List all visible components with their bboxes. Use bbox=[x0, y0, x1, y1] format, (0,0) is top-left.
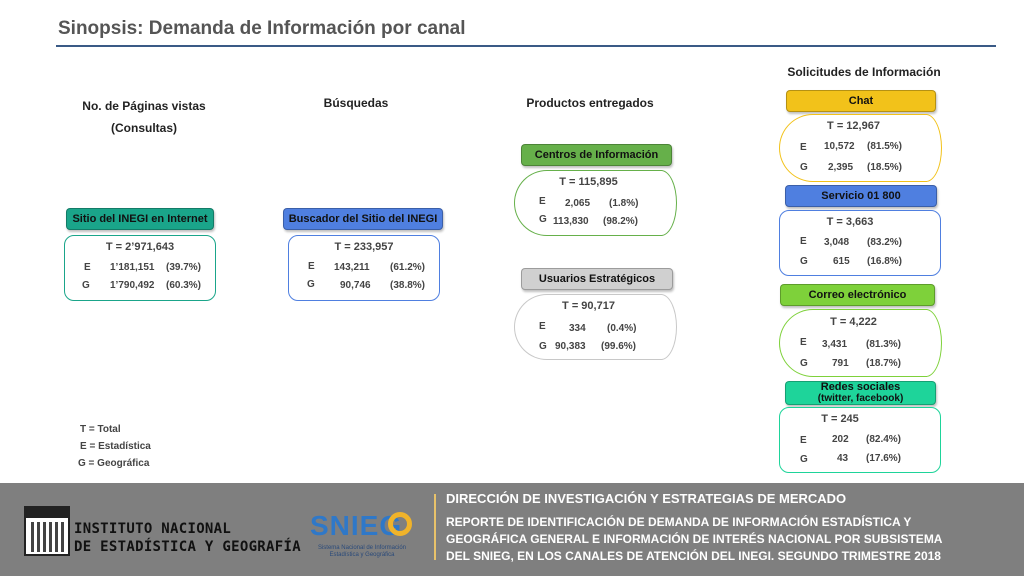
chat-e-pct: (81.5%) bbox=[867, 141, 903, 152]
chat-label: Chat bbox=[786, 90, 936, 112]
correo-g-code: G bbox=[800, 358, 808, 369]
redes-label bbox=[785, 381, 936, 405]
redes-g-pct: (17.6%) bbox=[866, 453, 902, 464]
solicitudes-header: Solicitudes de Información bbox=[787, 65, 941, 79]
footer-title: DIRECCIÓN DE INVESTIGACIÓN Y ESTRATEGIAS DE MERCADO bbox=[446, 491, 847, 506]
chat-g-code: G bbox=[800, 162, 808, 173]
servicio-box bbox=[779, 210, 941, 276]
centros-e-code: E bbox=[539, 196, 546, 207]
snieg-ring-icon bbox=[388, 512, 412, 536]
servicio-g-pct: (16.8%) bbox=[867, 256, 903, 267]
snieg-logo: SNIEG bbox=[310, 510, 403, 541]
footer-divider bbox=[434, 494, 436, 560]
snieg-subtitle bbox=[312, 545, 412, 559]
page-title: Sinopsis: Demanda de Información por canal bbox=[58, 18, 466, 39]
servicio-total: T = 3,663 bbox=[826, 216, 874, 228]
sitio-e-value: 1’181,151 bbox=[110, 262, 155, 273]
legend-geografica: G = Geográfica bbox=[78, 458, 150, 469]
correo-e-pct: (81.3%) bbox=[866, 339, 902, 350]
usuarios-g-code: G bbox=[539, 341, 547, 352]
correo-e-value: 3,431 bbox=[822, 339, 848, 350]
centros-g-code: G bbox=[539, 214, 547, 225]
centros-e-pct: (1.8%) bbox=[609, 198, 639, 209]
centros-g-pct: (98.2%) bbox=[603, 216, 639, 227]
redes-label-sub: (twitter, facebook) bbox=[817, 393, 904, 404]
redes-total: T = 245 bbox=[821, 413, 859, 425]
redes-e-pct: (82.4%) bbox=[866, 434, 902, 445]
servicio-g-code: G bbox=[800, 256, 808, 267]
sitio-g-value: 1’790,492 bbox=[110, 280, 155, 291]
redes-g-value: 43 bbox=[837, 453, 849, 464]
paginas-header-line2: (Consultas) bbox=[111, 121, 177, 135]
legend-estadistica: E = Estadística bbox=[80, 441, 151, 452]
footer-report-line1: REPORTE DE IDENTIFICACIÓN DE DEMANDA DE INFORMACIÓN ESTADÍSTICA Y bbox=[446, 515, 912, 529]
sitio-g-pct: (60.3%) bbox=[166, 280, 202, 291]
productos-header: Productos entregados bbox=[526, 96, 654, 110]
footer-report bbox=[446, 514, 942, 565]
servicio-label: Servicio 01 800 bbox=[785, 185, 937, 207]
usuarios-box bbox=[514, 294, 662, 360]
chat-box bbox=[779, 114, 927, 182]
sitio-e-pct: (39.7%) bbox=[166, 262, 202, 273]
chat-g-pct: (18.5%) bbox=[867, 162, 903, 173]
centros-total: T = 115,895 bbox=[559, 176, 618, 188]
correo-g-pct: (18.7%) bbox=[866, 358, 902, 369]
centros-box bbox=[514, 170, 662, 236]
correo-g-value: 791 bbox=[832, 358, 849, 369]
servicio-e-code: E bbox=[800, 236, 807, 247]
inegi-logo-icon bbox=[24, 506, 70, 556]
usuarios-e-pct: (0.4%) bbox=[607, 323, 637, 334]
buscador-label: Buscador del Sitio del INEGI bbox=[283, 208, 443, 230]
correo-box bbox=[779, 309, 927, 377]
busquedas-header: Búsquedas bbox=[323, 96, 389, 110]
footer-report-line3: DEL SNIEG, EN LOS CANALES DE ATENCIÓN DEL INEGI. SEGUNDO TRIMESTRE 2018 bbox=[446, 549, 941, 563]
redes-label-main: Redes sociales bbox=[820, 381, 901, 393]
buscador-e-value: 143,211 bbox=[334, 262, 370, 273]
redes-e-value: 202 bbox=[832, 434, 849, 445]
sitio-g-code: G bbox=[82, 280, 90, 291]
chat-e-code: E bbox=[800, 142, 807, 153]
inegi-name-line2: DE ESTADÍSTICA Y GEOGRAFÍA bbox=[74, 539, 301, 555]
buscador-e-pct: (61.2%) bbox=[390, 262, 426, 273]
title-divider bbox=[56, 45, 996, 47]
centros-label: Centros de Información bbox=[521, 144, 672, 166]
chat-total: T = 12,967 bbox=[827, 120, 880, 132]
buscador-e-code: E bbox=[308, 261, 315, 272]
sitio-total: T = 2’971,643 bbox=[105, 241, 175, 253]
buscador-g-code: G bbox=[307, 279, 315, 290]
usuarios-g-pct: (99.6%) bbox=[601, 341, 637, 352]
redes-e-code: E bbox=[800, 435, 807, 446]
servicio-e-value: 3,048 bbox=[824, 237, 850, 248]
legend-total: T = Total bbox=[80, 424, 121, 435]
usuarios-g-value: 90,383 bbox=[555, 341, 586, 352]
inegi-name bbox=[74, 520, 301, 556]
paginas-header-line1: No. de Páginas vistas bbox=[82, 99, 206, 113]
correo-label: Correo electrónico bbox=[780, 284, 935, 306]
snieg-subtitle-line1: Sistema Nacional de Información bbox=[317, 545, 407, 551]
snieg-subtitle-line2: Estadística y Geográfica bbox=[329, 552, 395, 558]
sitio-e-code: E bbox=[84, 262, 91, 273]
redes-box bbox=[779, 407, 941, 473]
correo-e-code: E bbox=[800, 337, 807, 348]
usuarios-total: T = 90,717 bbox=[562, 300, 615, 312]
buscador-total: T = 233,957 bbox=[334, 241, 394, 253]
centros-e-value: 2,065 bbox=[565, 198, 591, 209]
usuarios-e-code: E bbox=[539, 321, 546, 332]
chat-e-value: 10,572 bbox=[824, 141, 855, 152]
sitio-box bbox=[64, 235, 216, 301]
buscador-g-pct: (38.8%) bbox=[390, 280, 426, 291]
servicio-g-value: 615 bbox=[833, 256, 850, 267]
buscador-box bbox=[288, 235, 440, 301]
servicio-e-pct: (83.2%) bbox=[867, 237, 903, 248]
paginas-header bbox=[64, 95, 224, 139]
usuarios-e-value: 334 bbox=[569, 323, 586, 334]
legend bbox=[80, 421, 151, 472]
usuarios-label: Usuarios Estratégicos bbox=[521, 268, 673, 290]
centros-g-value: 113,830 bbox=[553, 216, 589, 227]
correo-total: T = 4,222 bbox=[830, 316, 877, 328]
footer-report-line2: GEOGRÁFICA GENERAL E INFORMACIÓN DE INTERÉS NACIONAL POR SUBSISTEMA bbox=[446, 532, 943, 546]
redes-g-code: G bbox=[800, 454, 808, 465]
inegi-name-line1: INSTITUTO NACIONAL bbox=[74, 521, 232, 537]
sitio-label: Sitio del INEGI en Internet bbox=[66, 208, 214, 230]
chat-g-value: 2,395 bbox=[828, 162, 854, 173]
buscador-g-value: 90,746 bbox=[340, 280, 371, 291]
